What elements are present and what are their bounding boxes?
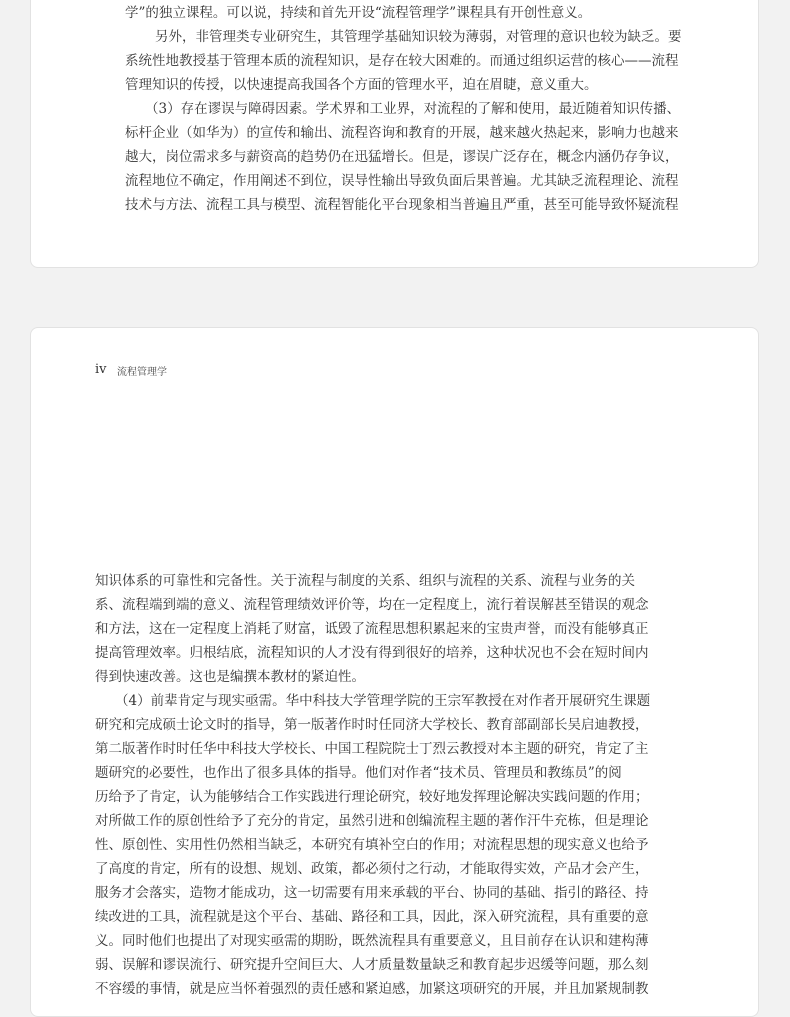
paragraph-line: 管理知识的传授，以快速提高我国各个方面的管理水平，迫在眉睫，意义重大。 [125, 77, 598, 93]
paragraph-line: 续改进的工具，流程就是这个平台、基础、路径和工具，因此，深入研究流程，具有重要的意 [95, 909, 649, 925]
paragraph-line: 弱、误解和谬误流行、研究提升空间巨大、人才质量数量缺乏和教育起步迟缓等问题，那么刻 [95, 957, 649, 973]
page-number: iv [95, 362, 107, 377]
paragraph-line: 得到快速改善。这也是编撰本教材的紧迫性。 [95, 669, 365, 685]
paragraph-line: 研究和完成硕士论文时的指导，第一版著作时时任同济大学校长、教育部副部长吴启迪教授， [95, 717, 649, 733]
document-page-upper [30, 0, 759, 268]
paragraph-line: 流程地位不确定，作用阐述不到位，误导性输出导致负面后果普遍。尤其缺乏流程理论、流程 [125, 173, 679, 189]
paragraph-line: （3）存在谬误与障碍因素。学术界和工业界，对流程的了解和使用，最近随着知识传播、 [145, 101, 681, 117]
paragraph-line: 系统性地教授基于管理本质的流程知识，是存在较大困难的。而通过组织运营的核心——流程 [125, 53, 679, 69]
paragraph-line: 性、原创性、实用性仍然相当缺乏，本研究有填补空白的作用；对流程思想的现实意义也给予 [95, 837, 649, 853]
paragraph-line: 题研究的必要性，也作出了很多具体的指导。他们对作者“技术员、管理员和教练员”的阅 [95, 765, 622, 781]
running-header-title: 流程管理学 [117, 367, 167, 378]
paragraph-line: 技术与方法、流程工具与模型、流程智能化平台现象相当普遍且严重，甚至可能导致怀疑流程 [125, 197, 679, 213]
paragraph-line: 提高管理效率。归根结底，流程知识的人才没有得到很好的培养，这种状况也不会在短时间内 [95, 645, 649, 661]
paragraph-line: 标杆企业（如华为）的宣传和输出、流程咨询和教育的开展，越来越火热起来，影响力也越来 [125, 125, 679, 141]
paragraph-line: 历给予了肯定，认为能够结合工作实践进行理论研究，较好地发挥理论解决实践问题的作用； [95, 789, 649, 805]
paragraph-line: （4）前辈肯定与现实亟需。华中科技大学管理学院的王宗军教授在对作者开展研究生课题 [115, 693, 651, 709]
paragraph-line: 知识体系的可靠性和完备性。关于流程与制度的关系、组织与流程的关系、流程与业务的关 [95, 573, 635, 589]
document-page-lower [30, 327, 759, 1017]
paragraph-line: 越大，岗位需求多与薪资高的趋势仍在迅猛增长。但是，谬误广泛存在，概念内涵仍存争议， [125, 149, 679, 165]
paragraph-line: 了高度的肯定，所有的设想、规划、政策，都必须付之行动，才能取得实效，产品才会产生， [95, 861, 649, 877]
paragraph-line: 义。同时他们也提出了对现实亟需的期盼，既然流程具有重要意义，且目前存在认识和建构薄 [95, 933, 649, 949]
paragraph-line: 不容缓的事情，就是应当怀着强烈的责任感和紧迫感，加紧这项研究的开展，并且加紧规制教 [95, 981, 649, 997]
paragraph-line: 系、流程端到端的意义、流程管理绩效评价等，均在一定程度上，流行着误解甚至错误的观念 [95, 597, 649, 613]
paragraph-line: 和方法，这在一定程度上消耗了财富，诋毁了流程思想积累起来的宝贵声誉，而没有能够真正 [95, 621, 649, 637]
paragraph-line: 对所做工作的原创性给予了充分的肯定，虽然引进和创编流程主题的著作汗牛充栋，但是理论 [95, 813, 649, 829]
paragraph-line: 另外，非管理类专业研究生，其管理学基础知识较为薄弱，对管理的意识也较为缺乏。要 [155, 29, 682, 45]
paragraph-line: 服务才会落实，造物才能成功，这一切需要有用来承载的平台、协同的基础、指引的路径、持 [95, 885, 649, 901]
paragraph-line: 第二版著作时时任华中科技大学校长、中国工程院院士丁烈云教授对本主题的研究，肯定了主 [95, 741, 649, 757]
paragraph-line: 学”的独立课程。可以说，持续和首先开设“流程管理学”课程具有开创性意义。 [125, 5, 592, 21]
